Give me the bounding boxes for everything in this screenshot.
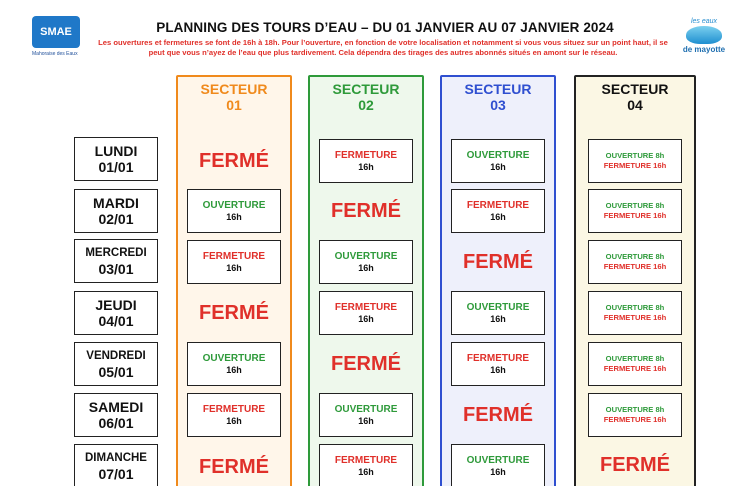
status-time: 16h [358, 466, 374, 477]
s1-samedi-fermeture [187, 393, 281, 437]
day-date: 05/01 [98, 363, 134, 380]
s3-lundi-ouverture [451, 139, 545, 183]
day-name: SAMEDI [88, 398, 144, 415]
s3-mercredi-ferme: FERMÉ [463, 250, 533, 273]
status-label: FERMETURE [466, 199, 530, 211]
s2-mardi-ferme: FERMÉ [331, 199, 401, 222]
s2-dimanche-fermeture [319, 444, 413, 486]
day-name: LUNDI [94, 142, 138, 159]
smae-logo-subtitle: Mahoraise des Eaux [32, 51, 78, 57]
day-jeudi [74, 291, 158, 335]
s3-mardi-fermeture [451, 189, 545, 233]
day-date: 07/01 [98, 465, 134, 482]
status-open: OUVERTURE 8h [605, 201, 665, 210]
s1-lundi-ferme: FERMÉ [199, 149, 269, 172]
status-label: FERMETURE [202, 250, 266, 262]
s4-samedi [588, 393, 682, 437]
status-time: 16h [490, 161, 506, 172]
day-name: MERCREDI [85, 246, 147, 259]
status-time: 16h [358, 313, 374, 324]
s1-mardi-ouverture [187, 189, 281, 233]
status-time: 16h [226, 211, 242, 222]
s2-lundi-fermeture [319, 139, 413, 183]
logo-right-top-text: les eaux [690, 18, 718, 25]
day-lundi [74, 137, 158, 181]
day-name: DIMANCHE [85, 451, 147, 464]
status-close: FERMETURE 16h [603, 415, 667, 424]
status-open: OUVERTURE 8h [605, 405, 665, 414]
sector-04-label: SECTEUR [601, 81, 669, 97]
eaux-de-mayotte-logo [676, 18, 732, 64]
sector-03-number: 03 [490, 97, 506, 113]
day-name: JEUDI [95, 296, 137, 313]
page-title: PLANNING DES TOURS D’EAU – DU 01 JANVIER AU 07 JANVIER 2024 [156, 20, 614, 35]
smae-logo [32, 16, 80, 62]
status-close: FERMETURE 16h [603, 161, 667, 170]
status-label: FERMETURE [334, 454, 398, 466]
status-time: 16h [226, 415, 242, 426]
status-label: OUVERTURE [466, 149, 530, 161]
s4-dimanche-ferme: FERMÉ [600, 453, 670, 476]
status-label: OUVERTURE [334, 250, 398, 262]
day-mercredi [74, 239, 158, 283]
s3-samedi-ferme: FERMÉ [463, 403, 533, 426]
status-label: FERMETURE [334, 301, 398, 313]
status-time: 16h [358, 262, 374, 273]
status-close: FERMETURE 16h [603, 313, 667, 322]
status-time: 16h [490, 211, 506, 222]
status-label: OUVERTURE [202, 352, 266, 364]
status-time: 16h [490, 364, 506, 375]
s1-mercredi-fermeture [187, 240, 281, 284]
day-vendredi [74, 342, 158, 386]
status-label: FERMETURE [202, 403, 266, 415]
status-open: OUVERTURE 8h [605, 354, 665, 363]
water-drop-icon [686, 26, 722, 44]
status-open: OUVERTURE 8h [605, 303, 665, 312]
s3-vendredi-fermeture [451, 342, 545, 386]
day-mardi [74, 189, 158, 233]
status-label: FERMETURE [466, 352, 530, 364]
sector-02-label: SECTEUR [332, 81, 400, 97]
status-time: 16h [226, 262, 242, 273]
day-date: 03/01 [98, 260, 134, 277]
status-close: FERMETURE 16h [603, 364, 667, 373]
status-time: 16h [358, 415, 374, 426]
status-label: OUVERTURE [466, 454, 530, 466]
day-date: 06/01 [98, 414, 134, 431]
sector-03-label: SECTEUR [464, 81, 532, 97]
s2-vendredi-ferme: FERMÉ [331, 352, 401, 375]
s4-mardi [588, 189, 682, 233]
status-time: 16h [490, 313, 506, 324]
s4-mercredi [588, 240, 682, 284]
status-label: FERMETURE [334, 149, 398, 161]
day-date: 02/01 [98, 210, 134, 227]
status-time: 16h [358, 161, 374, 172]
s4-jeudi [588, 291, 682, 335]
s1-dimanche-ferme: FERMÉ [199, 455, 269, 478]
logo-right-bottom-text: de mayotte [682, 45, 726, 54]
status-label: OUVERTURE [466, 301, 530, 313]
status-time: 16h [226, 364, 242, 375]
status-open: OUVERTURE 8h [605, 151, 665, 160]
status-label: OUVERTURE [334, 403, 398, 415]
s2-mercredi-ouverture [319, 240, 413, 284]
s1-vendredi-ouverture [187, 342, 281, 386]
s3-jeudi-ouverture [451, 291, 545, 335]
info-note: Les ouvertures et fermetures se font de 16h à 18h. Pour l’ouverture, en fonction de votre localisation et notamment si vous vous situez sur un point haut, il se peut que vous n’ayez de l’eau que plus tardivement. Cela dépendra des tirages des autres abonnés situés en amont sur le réseau. [98, 38, 668, 57]
day-dimanche [74, 444, 158, 486]
day-samedi [74, 393, 158, 437]
s2-jeudi-fermeture [319, 291, 413, 335]
day-date: 04/01 [98, 312, 134, 329]
status-close: FERMETURE 16h [603, 211, 667, 220]
day-date: 01/01 [98, 158, 134, 175]
s4-lundi [588, 139, 682, 183]
status-close: FERMETURE 16h [603, 262, 667, 271]
day-name: VENDREDI [86, 349, 146, 362]
sector-02-number: 02 [358, 97, 374, 113]
s1-jeudi-ferme: FERMÉ [199, 301, 269, 324]
status-label: OUVERTURE [202, 199, 266, 211]
s4-vendredi [588, 342, 682, 386]
day-name: MARDI [93, 194, 139, 211]
sector-04-number: 04 [627, 97, 643, 113]
status-open: OUVERTURE 8h [605, 252, 665, 261]
s2-samedi-ouverture [319, 393, 413, 437]
sector-01-number: 01 [226, 97, 242, 113]
s3-dimanche-ouverture [451, 444, 545, 486]
smae-logo-text: SMAE [32, 16, 80, 48]
status-time: 16h [490, 466, 506, 477]
sector-01-label: SECTEUR [200, 81, 268, 97]
